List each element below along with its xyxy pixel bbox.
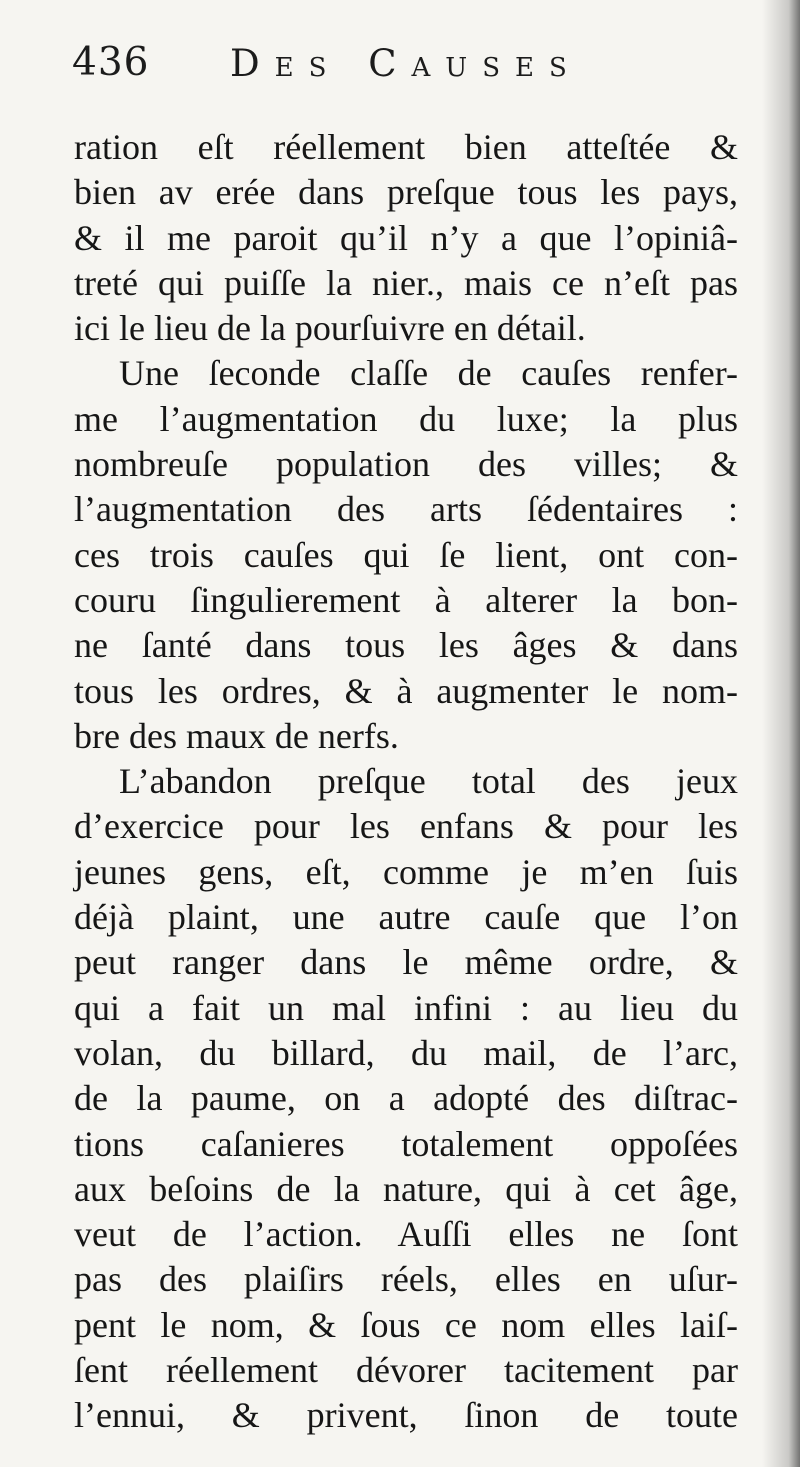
text-line: qui a fait un mal infini : au lieu du	[74, 987, 738, 1028]
text-line: bre des maux de nerfs.	[74, 715, 399, 756]
text-line: veut de l’action. Auſſi elles ne ſont	[74, 1214, 738, 1255]
text-line: aux beſoins de la nature, qui à cet âge,	[74, 1168, 738, 1209]
text-line: tous les ordres, & à augmenter le nom-	[74, 670, 738, 711]
text-line: nombreuſe population des villes; &	[74, 444, 738, 485]
text-line: ſent réellement dévorer tacitement par	[74, 1350, 738, 1391]
text-line: de la paume, on a adopté des diſtrac-	[74, 1078, 738, 1119]
running-head	[72, 40, 712, 100]
page-gutter-shadow	[762, 0, 800, 1467]
text-line: treté qui puiſſe la nier., mais ce n’eſt pas	[74, 262, 738, 303]
paragraph-first-line: L’abandon preſque total des jeux	[119, 761, 738, 802]
text-line: ces trois cauſes qui ſe lient, ont con-	[74, 534, 738, 575]
text-line: volan, du billard, du mail, de l’arc,	[74, 1032, 738, 1073]
text-line: & il me paroit qu’il n’y a que l’opiniâ-	[74, 217, 738, 258]
page-number: 436	[72, 40, 150, 85]
text-line: pas des plaiſirs réels, elles en uſur-	[74, 1259, 738, 1300]
text-line: jeunes gens, eſt, comme je m’en ſuis	[74, 851, 738, 892]
text-line: ici le lieu de la pourſuivre en détail.	[74, 308, 586, 349]
text-line: me l’augmentation du luxe; la plus	[74, 398, 738, 439]
text-line: l’ennui, & privent, ſinon de toute	[74, 1395, 738, 1436]
text-line: déjà plaint, une autre cauſe que l’on	[74, 897, 738, 938]
paragraph-first-line: Une ſeconde claſſe de cauſes renfer-	[119, 353, 738, 394]
text-line: peut ranger dans le même ordre, &	[74, 942, 738, 983]
text-line: bien av erée dans preſque tous les pays,	[74, 172, 738, 213]
text-line: couru ſingulierement à alterer la bon-	[74, 579, 738, 620]
text-line: l’augmentation des arts ſédentaires :	[74, 489, 738, 530]
running-title: Des Causes	[230, 42, 582, 85]
text-line: tions caſanieres totalement oppoſées	[74, 1123, 738, 1164]
text-line: pent le nom, & ſous ce nom elles laiſ-	[74, 1304, 738, 1345]
body-text	[74, 125, 738, 1439]
text-line: ne ſanté dans tous les âges & dans	[74, 625, 738, 666]
text-line: ration eſt réellement bien atteſtée &	[74, 127, 738, 167]
text-line: d’exercice pour les enfans & pour les	[74, 806, 738, 847]
